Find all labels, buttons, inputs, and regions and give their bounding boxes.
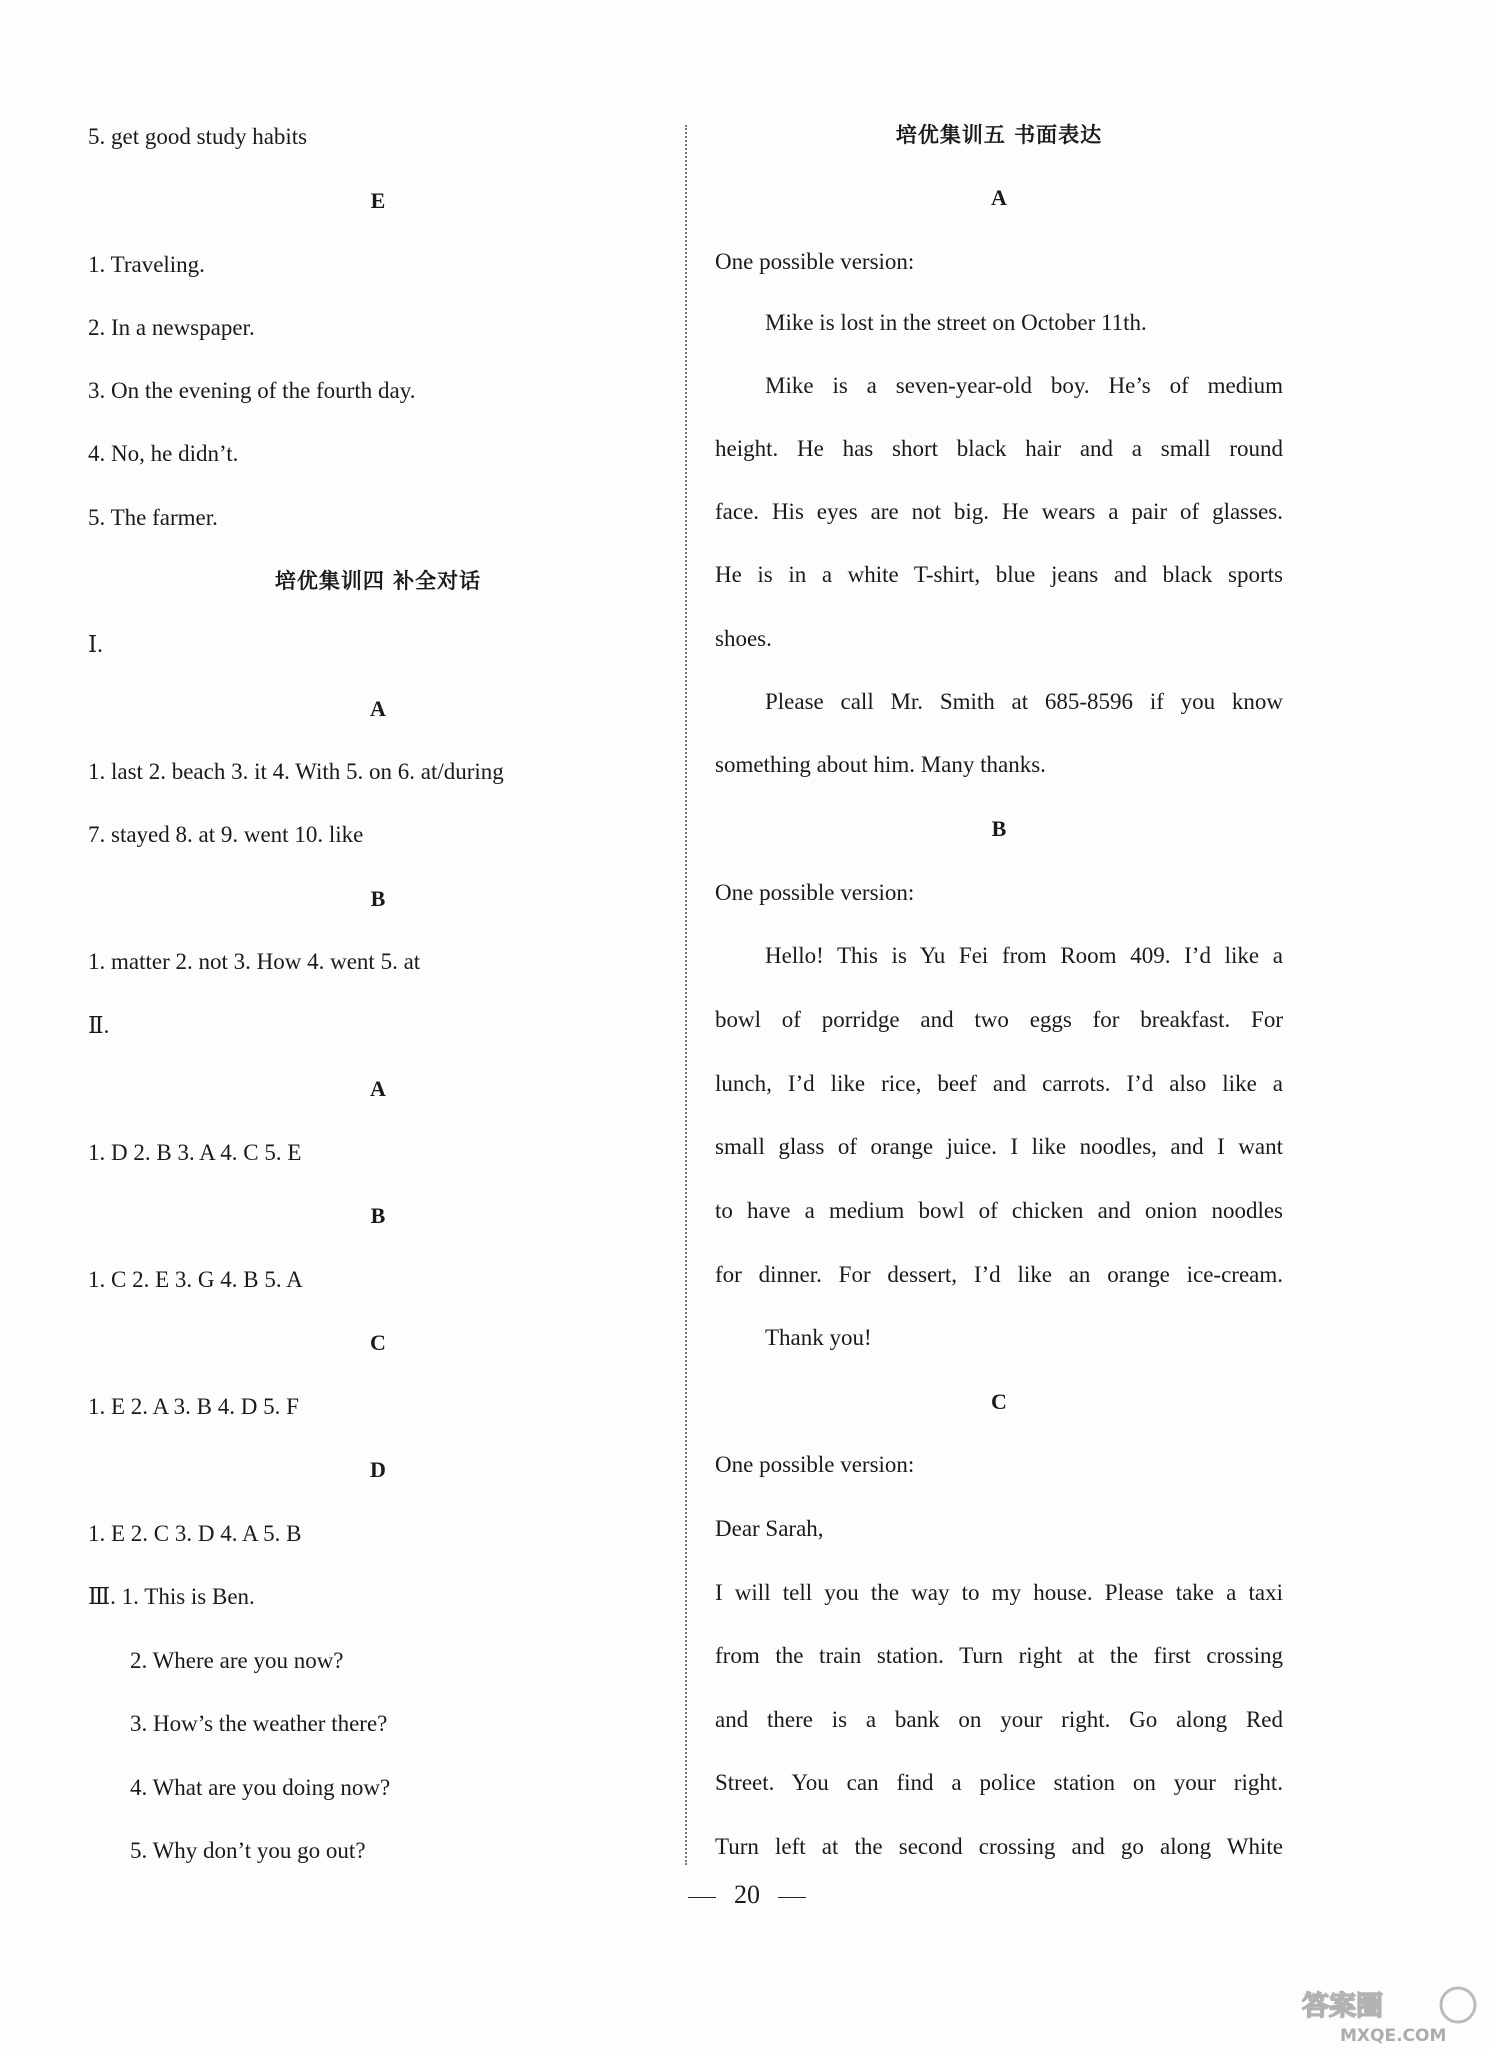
answer-line: Ⅲ. 1. This is Ben. — [88, 1584, 255, 1609]
answer-line: 2. In a newspaper. — [88, 315, 255, 340]
section-letter: A — [991, 185, 1007, 210]
section-letter: B — [370, 886, 386, 911]
text-line: for dinner. For dessert, I’d like an orange ice-cream. — [715, 1262, 1283, 1287]
dash-left — [688, 1897, 716, 1898]
text-line: Hello! This is Yu Fei from Room 409. I’d like a — [765, 943, 1283, 968]
answer-line: 3. How’s the weather there? — [130, 1711, 388, 1736]
section-letter: D — [370, 1457, 386, 1482]
answer-line: 5. get good study habits — [88, 124, 308, 149]
text-line: One possible version: — [715, 880, 915, 905]
answer-line: 1. D 2. B 3. A 4. C 5. E — [88, 1140, 302, 1165]
answer-line: 1. C 2. E 3. G 4. B 5. A — [88, 1267, 303, 1292]
section-letter: A — [370, 696, 386, 721]
answer-line: 4. No, he didn’t. — [88, 441, 239, 466]
answer-line: 3. On the evening of the fourth day. — [88, 378, 416, 403]
text-line: from the train station. Turn right at the first crossing — [715, 1643, 1283, 1668]
answer-line: 1. Traveling. — [88, 252, 205, 277]
text-line: Mike is a seven-year-old boy. He’s of medium — [765, 373, 1283, 398]
answer-line: 5. Why don’t you go out? — [130, 1838, 366, 1863]
page-number — [0, 1880, 1494, 1910]
text-line: and there is a bank on your right. Go along Red — [715, 1707, 1283, 1732]
page-number-value: 20 — [734, 1880, 760, 1909]
answer-line: 1. last 2. beach 3. it 4. With 5. on 6. at/during — [88, 759, 504, 784]
section-letter: E — [370, 188, 386, 213]
section-title: 培优集训四 补全对话 — [274, 569, 482, 593]
watermark-logo — [1296, 1985, 1486, 2045]
answer-line: 5. The farmer. — [88, 505, 218, 530]
answer-line: 2. Where are you now? — [130, 1648, 344, 1673]
text-line: Please call Mr. Smith at 685-8596 if you know — [765, 689, 1283, 714]
text-line: something about him. Many thanks. — [715, 752, 1046, 777]
text-line: face. His eyes are not big. He wears a pair of glasses. — [715, 499, 1283, 524]
roman-numeral: Ⅰ. — [88, 632, 103, 657]
answer-line: 7. stayed 8. at 9. went 10. like — [88, 822, 364, 847]
text-line: Dear Sarah, — [715, 1516, 824, 1541]
answer-line: 1. E 2. C 3. D 4. A 5. B — [88, 1521, 302, 1546]
dash-right — [778, 1897, 806, 1898]
section-title: 培优集训五 书面表达 — [895, 123, 1103, 147]
text-line: height. He has short black hair and a small round — [715, 436, 1283, 461]
text-line: Thank you! — [765, 1325, 872, 1350]
text-line: One possible version: — [715, 249, 915, 274]
text-line: Street. You can find a police station on your right. — [715, 1770, 1283, 1795]
text-line: to have a medium bowl of chicken and onion noodles — [715, 1198, 1283, 1223]
section-letter: C — [370, 1330, 386, 1355]
text-line: Mike is lost in the street on October 11th. — [765, 310, 1147, 335]
section-letter: C — [991, 1389, 1007, 1414]
text-line: He is in a white T-shirt, blue jeans and black sports — [715, 562, 1283, 587]
column-divider — [685, 125, 687, 1865]
text-line: bowl of porridge and two eggs for breakfast. For — [715, 1007, 1283, 1032]
section-letter: B — [991, 816, 1007, 841]
watermark-title: 答案圈 — [1302, 1991, 1383, 2022]
roman-numeral: Ⅱ. — [88, 1013, 110, 1038]
answer-line: 1. E 2. A 3. B 4. D 5. F — [88, 1394, 299, 1419]
watermark-url: MXQE.COM — [1340, 2026, 1447, 2045]
text-line: I will tell you the way to my house. Please take a taxi — [715, 1580, 1283, 1605]
text-line: lunch, I’d like rice, beef and carrots. I’d also like a — [715, 1071, 1283, 1096]
section-letter: A — [370, 1076, 386, 1101]
answer-line: 1. matter 2. not 3. How 4. went 5. at — [88, 949, 421, 974]
answer-line: 4. What are you doing now? — [130, 1775, 391, 1800]
text-line: One possible version: — [715, 1452, 915, 1477]
text-line: shoes. — [715, 626, 772, 651]
section-letter: B — [370, 1203, 386, 1228]
text-line: small glass of orange juice. I like noodles, and I want — [715, 1134, 1283, 1159]
text-line: Turn left at the second crossing and go along White — [715, 1834, 1283, 1859]
